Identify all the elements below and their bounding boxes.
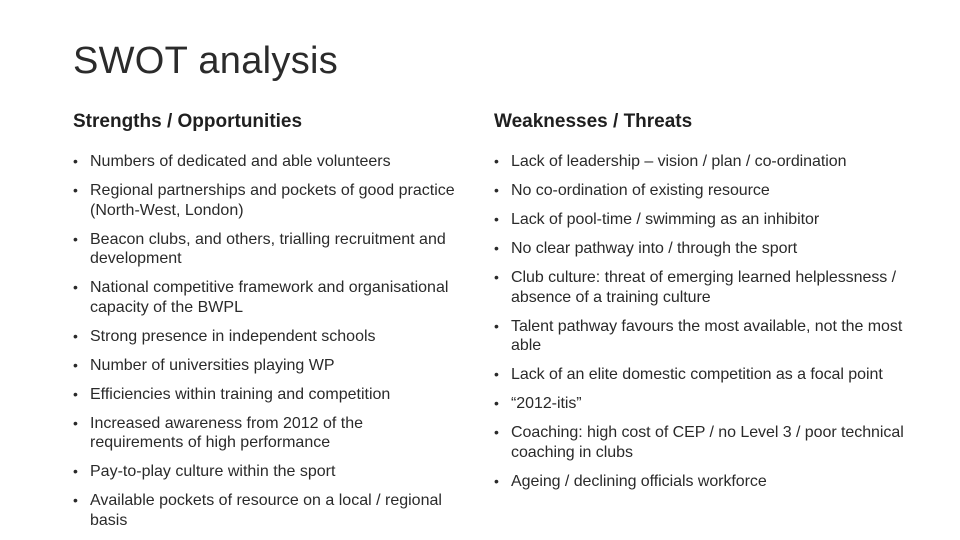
bullet-icon: •: [494, 153, 499, 169]
bullet-icon: •: [494, 395, 499, 411]
strengths-opportunities-column: [73, 108, 458, 540]
strengths-opportunities-list: [73, 152, 458, 530]
list-item: [73, 230, 458, 269]
list-item: [73, 327, 458, 347]
list-item-text: Number of universities playing WP: [90, 356, 335, 374]
list-item: [73, 278, 458, 317]
list-item: [73, 181, 458, 220]
list-item: [494, 423, 914, 462]
list-item: [73, 385, 458, 405]
bullet-icon: •: [73, 463, 78, 479]
list-item-text: No clear pathway into / through the sport: [511, 240, 798, 257]
bullet-icon: •: [73, 356, 78, 373]
page-title: SWOT analysis: [73, 40, 339, 82]
list-item-text: “2012-itis”: [511, 395, 582, 412]
list-item: [494, 317, 914, 356]
list-item: [494, 210, 914, 230]
list-item: [73, 491, 458, 530]
list-item-text: Club culture: threat of emerging learned helplessness / absence of a training culture: [511, 269, 897, 306]
bullet-icon: •: [494, 366, 499, 382]
list-item-text: Increased awareness from 2012 of the requirements of high performance: [90, 414, 364, 451]
list-item-text: Pay-to-play culture within the sport: [90, 463, 336, 480]
list-item: [494, 152, 914, 172]
list-item: [73, 356, 458, 376]
list-item: [494, 181, 914, 201]
weaknesses-threats-column: [494, 108, 914, 501]
list-item: [73, 414, 458, 453]
list-item-text: Ageing / declining officials workforce: [511, 472, 767, 490]
bullet-icon: •: [494, 269, 499, 285]
bullet-icon: •: [73, 385, 78, 402]
list-item-text: Lack of leadership – vision / plan / co-ordination: [511, 153, 847, 170]
bullet-icon: •: [494, 424, 499, 440]
list-item: [73, 462, 458, 482]
bullet-icon: •: [494, 317, 499, 334]
bullet-icon: •: [73, 414, 78, 431]
bullet-icon: •: [73, 182, 78, 198]
list-item: [494, 239, 914, 259]
bullet-icon: •: [73, 492, 78, 508]
list-item-text: Talent pathway favours the most available, not the most able: [511, 317, 903, 354]
list-item-text: Coaching: high cost of CEP / no Level 3 / poor technical coaching in clubs: [511, 424, 904, 461]
list-item: [494, 268, 914, 307]
bullet-icon: •: [494, 472, 499, 489]
bullet-icon: •: [494, 211, 499, 227]
bullet-icon: •: [494, 240, 499, 256]
list-item-text: Strong presence in independent schools: [90, 327, 376, 345]
bullet-icon: •: [73, 279, 78, 295]
list-item-text: Lack of pool-time / swimming as an inhibitor: [511, 211, 820, 228]
bullet-icon: •: [73, 327, 78, 344]
strengths-opportunities-heading: Strengths / Opportunities: [73, 111, 303, 132]
weaknesses-threats-heading: Weaknesses / Threats: [494, 111, 693, 132]
list-item-text: Regional partnerships and pockets of good practice (North-West, London): [90, 182, 455, 219]
list-item-text: National competitive framework and organisational capacity of the BWPL: [90, 279, 449, 316]
list-item-text: No co-ordination of existing resource: [511, 182, 770, 199]
list-item-text: Beacon clubs, and others, trialling recruitment and development: [90, 230, 446, 267]
list-item: [494, 394, 914, 414]
list-item: [73, 152, 458, 172]
list-item: [494, 472, 914, 492]
list-item-text: Efficiencies within training and competition: [90, 385, 391, 403]
weaknesses-threats-list: [494, 152, 914, 491]
list-item: [494, 365, 914, 385]
list-item-text: Available pockets of resource on a local / regional basis: [90, 492, 442, 529]
list-item-text: Numbers of dedicated and able volunteers: [90, 153, 391, 170]
bullet-icon: •: [73, 153, 78, 169]
bullet-icon: •: [494, 182, 499, 198]
bullet-icon: •: [73, 230, 78, 247]
list-item-text: Lack of an elite domestic competition as a focal point: [511, 366, 883, 383]
